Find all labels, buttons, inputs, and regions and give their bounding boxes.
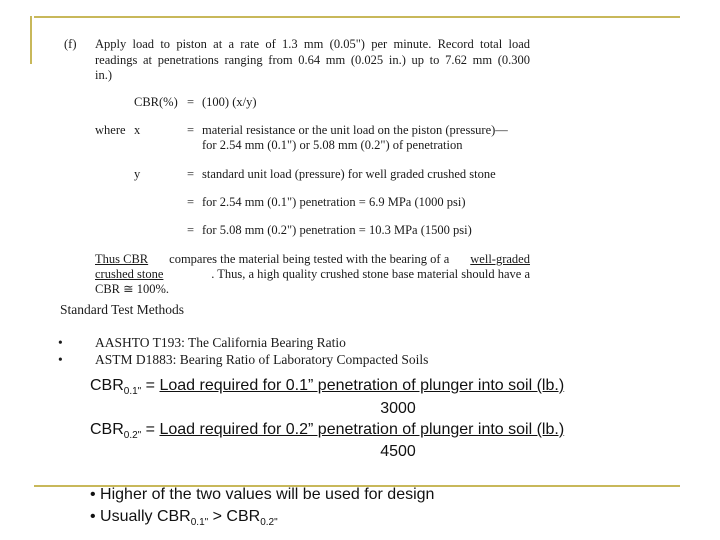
cbr02-definition: [90, 421, 564, 439]
y-case1: for 2.54 mm (0.1") penetration = 6.9 MPa (1000 psi): [202, 195, 466, 209]
cbr02-subscript: 0.2": [123, 430, 142, 441]
y-definition: standard unit load (pressure) for well graded crushed stone: [202, 167, 496, 181]
y-case2: for 5.08 mm (0.2") penetration = 10.3 MPa (1500 psi): [202, 223, 472, 237]
method-aashto: AASHTO T193: The California Bearing Ratio: [95, 335, 346, 350]
x-variable: x: [134, 123, 141, 137]
note-usually: [90, 508, 278, 526]
thus-crushed-stone: crushed stone: [95, 267, 164, 281]
frame-top-line: [34, 16, 680, 18]
method-bullet: •: [58, 352, 63, 367]
cbr01-numerator: Load required for 0.1” penetration of plunger into soil (lb.): [159, 377, 565, 394]
method-bullet: •: [58, 335, 63, 350]
cbr01-equals: =: [141, 377, 160, 394]
formula-eq: =: [187, 95, 195, 109]
cbr01-symbol: CBR: [90, 377, 124, 394]
formula-rhs: (100) (x/y): [202, 95, 257, 109]
item-text-line1: Apply load to piston at a rate of 1.3 mm (0.05") per minute. Record total load: [95, 37, 530, 51]
thus-line1: [95, 251, 530, 267]
note-usually-sub1: 0.1": [190, 517, 209, 528]
thus-line2: [95, 266, 530, 282]
thus-line3: CBR ≅ 100%.: [95, 282, 170, 296]
y-variable: y: [134, 167, 141, 181]
formula-lhs: CBR(%): [134, 95, 178, 109]
y-eq: =: [187, 167, 195, 181]
thus-compares: compares the material being tested with the bearing of a: [169, 252, 450, 266]
cbr01-denominator: 3000: [380, 400, 416, 417]
cbr02-denominator: 4500: [380, 443, 416, 460]
thus-well-graded: well-graded: [470, 252, 530, 266]
cbr01-subscript: 0.1": [123, 386, 142, 397]
cbr02-equals: =: [141, 421, 160, 438]
thus-high-quality: . Thus, a high quality crushed stone base material should have a: [211, 267, 530, 281]
cbr02-numerator: Load required for 0.2” penetration of plunger into soil (lb.): [159, 421, 565, 438]
note-usually-prefix: • Usually CBR: [90, 508, 191, 525]
item-label: (f): [64, 37, 77, 51]
cbr02-symbol: CBR: [90, 421, 124, 438]
y-case2-eq: =: [187, 223, 195, 237]
item-text-line3: in.): [95, 68, 113, 82]
note-usually-mid: > CBR: [208, 508, 261, 525]
thus-cbr: Thus CBR: [95, 252, 149, 266]
x-eq: =: [187, 123, 195, 137]
cbr01-definition: [90, 377, 564, 395]
note-usually-sub2: 0.2": [260, 517, 278, 528]
note-higher-value: • Higher of the two values will be used for design: [90, 486, 435, 503]
method-astm: ASTM D1883: Bearing Ratio of Laboratory Compacted Soils: [95, 352, 429, 367]
where-label: where: [95, 123, 126, 137]
methods-heading: Standard Test Methods: [60, 302, 185, 317]
item-text-line2: readings at penetrations ranging from 0.64 mm (0.025 in.) up to 7.62 mm (0.300: [95, 53, 530, 67]
x-definition-line1: material resistance or the unit load on the piston (pressure)—: [202, 123, 508, 137]
y-case1-eq: =: [187, 195, 195, 209]
frame-left-line: [30, 16, 32, 64]
x-definition-line2: for 2.54 mm (0.1") or 5.08 mm (0.2") of penetration: [202, 138, 463, 152]
